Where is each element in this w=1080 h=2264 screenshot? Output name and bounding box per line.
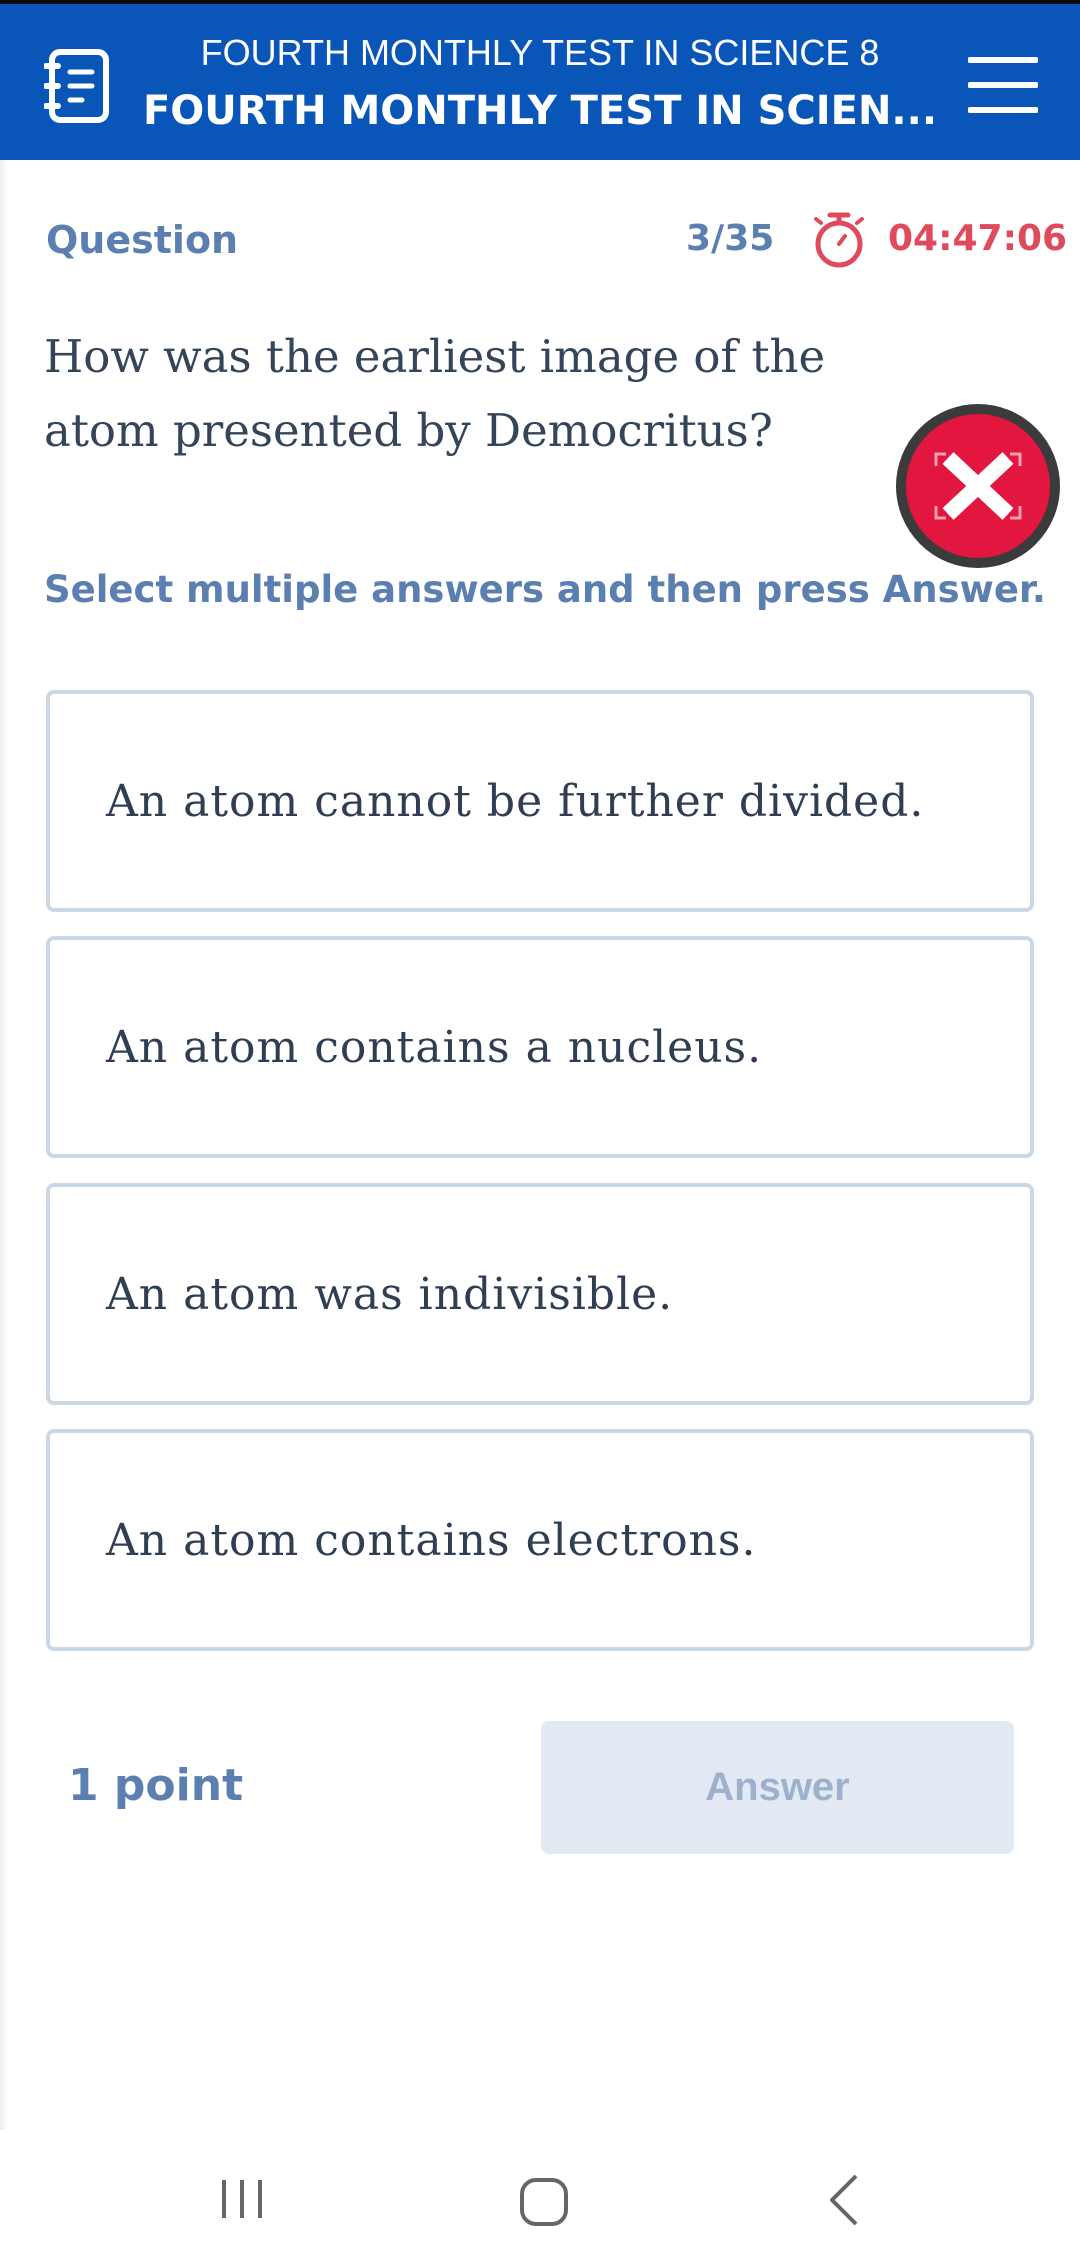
system-nav-bar [0, 2130, 1080, 2264]
answer-button[interactable]: Answer [541, 1721, 1014, 1854]
timer-readout: 04:47:06 [888, 218, 1068, 259]
question-panel [0, 160, 1080, 2130]
floating-record-button[interactable] [896, 404, 1060, 568]
question-text: How was the earliest image of the atom presented by Democritus? [44, 330, 826, 457]
test-subtitle: FOURTH MONTHLY TEST IN SCIENCE 8 [200, 32, 880, 73]
back-icon[interactable] [824, 2172, 864, 2228]
question-label: Question [46, 218, 239, 262]
header-bar [0, 0, 1080, 160]
question-counter: 3/35 [686, 218, 775, 259]
screen-recorder-icon [906, 414, 1050, 558]
answer-option[interactable]: An atom cannot be further divided. [46, 690, 1034, 912]
answer-option[interactable]: An atom contains electrons. [46, 1429, 1034, 1651]
document-icon[interactable] [44, 48, 112, 124]
stopwatch-icon [812, 210, 866, 270]
hamburger-menu-icon[interactable] [968, 56, 1038, 114]
answer-option[interactable]: An atom contains a nucleus. [46, 936, 1034, 1158]
home-icon[interactable] [516, 2174, 572, 2230]
recent-apps-icon[interactable] [218, 2174, 268, 2224]
answer-instruction: Select multiple answers and then press Answer. [44, 568, 1046, 611]
test-title: FOURTH MONTHLY TEST IN SCIEN... [142, 88, 938, 134]
answer-option[interactable]: An atom was indivisible. [46, 1183, 1034, 1405]
points-label: 1 point [68, 1760, 244, 1811]
